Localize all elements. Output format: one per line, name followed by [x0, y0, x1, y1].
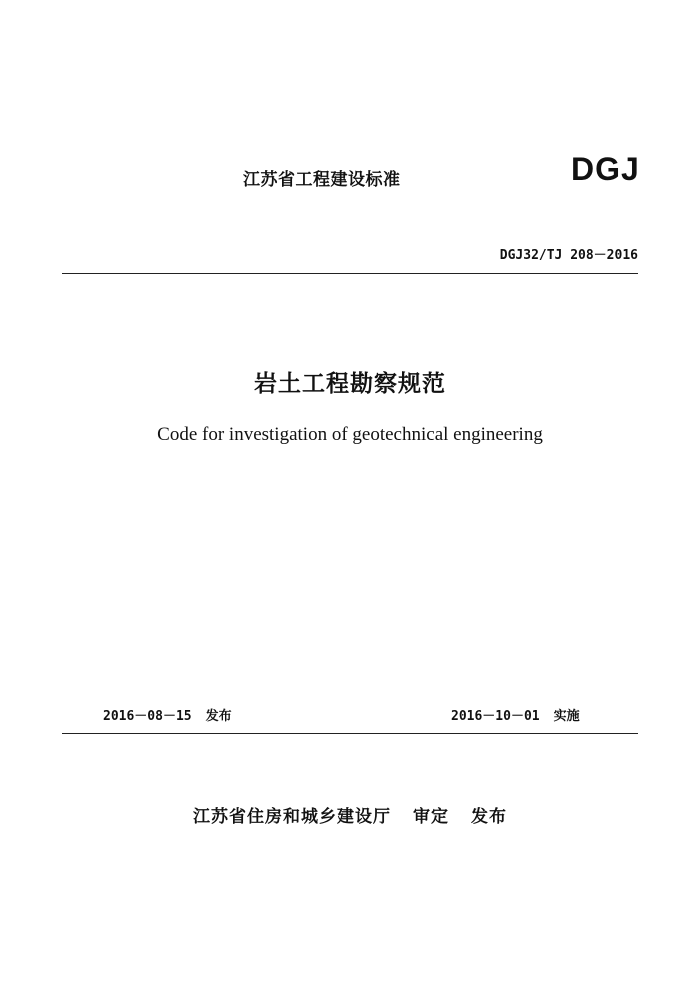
- issuer-organization: 江苏省住房和城乡建设厅: [193, 807, 391, 827]
- document-title-english: Code for investigation of geotechnical engineering: [157, 424, 543, 445]
- publish-date-line: [103, 705, 232, 724]
- issuer-line: [0, 802, 700, 827]
- publish-label: 发布: [205, 709, 232, 724]
- document-title-chinese: 岩土工程勘察规范: [254, 371, 446, 397]
- standard-number: DGJ32/TJ 208－2016: [499, 248, 638, 263]
- issuer-approve-label: 审定: [413, 807, 449, 827]
- bottom-divider: [62, 733, 638, 734]
- publish-date: 2016－08－15: [103, 709, 192, 724]
- effective-label: 实施: [553, 709, 580, 724]
- effective-date-line: [451, 705, 580, 724]
- top-divider: [62, 273, 638, 274]
- standard-code-logo: DGJ: [571, 151, 640, 187]
- standard-series-title: 江苏省工程建设标准: [243, 170, 401, 190]
- issuer-publish-label: 发布: [471, 807, 507, 827]
- effective-date: 2016－10－01: [451, 709, 540, 724]
